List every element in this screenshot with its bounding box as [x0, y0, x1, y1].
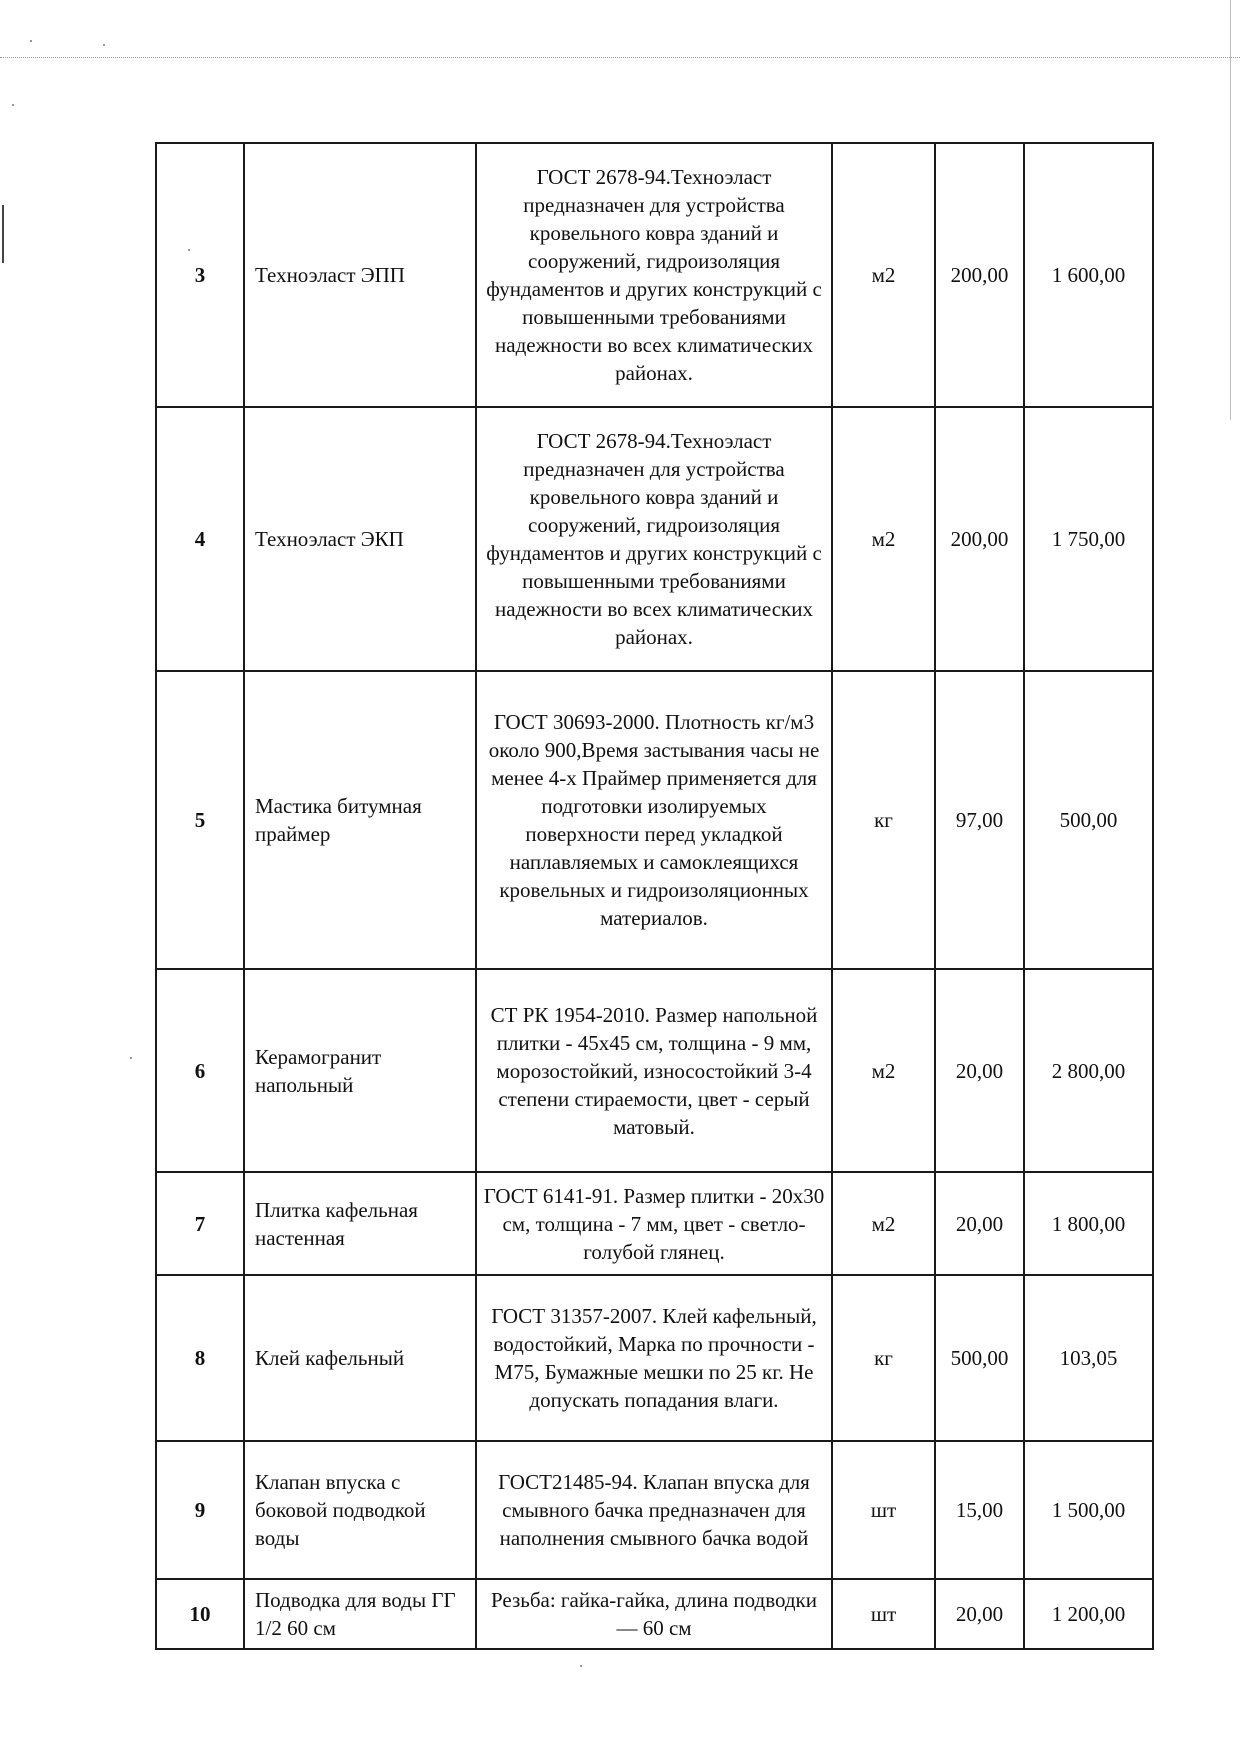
item-description: ГОСТ 6141-91. Размер плитки - 20х30 см, толщина - 7 мм, цвет - светло-голубой глянец.: [476, 1172, 832, 1275]
item-quantity: 97,00: [935, 671, 1024, 969]
item-description: Резьба: гайка-гайка, длина подводки — 60 см: [476, 1579, 832, 1649]
item-unit: шт: [832, 1441, 935, 1579]
row-number: 4: [156, 407, 244, 671]
item-price: 1 500,00: [1024, 1441, 1153, 1579]
item-price: 103,05: [1024, 1275, 1153, 1441]
scan-artifact-dot: [580, 1665, 582, 1667]
item-name: Подводка для воды ГГ 1/2 60 см: [244, 1579, 476, 1649]
table-row: [156, 1579, 1153, 1649]
item-quantity: 500,00: [935, 1275, 1024, 1441]
table-row: [156, 1172, 1153, 1275]
item-quantity: 20,00: [935, 1172, 1024, 1275]
scan-artifact-right-line: [1230, 0, 1231, 420]
row-number: 9: [156, 1441, 244, 1579]
item-unit: м2: [832, 143, 935, 407]
scan-artifact-dot: [12, 104, 14, 106]
item-description: ГОСТ21485-94. Клапан впуска для смывного бачка предназначен для наполнения смывного бачка водой: [476, 1441, 832, 1579]
scan-artifact-dot: [30, 40, 32, 42]
item-name: Плитка кафельная настенная: [244, 1172, 476, 1275]
item-name: Техноэласт ЭКП: [244, 407, 476, 671]
item-quantity: 15,00: [935, 1441, 1024, 1579]
row-number: 3: [156, 143, 244, 407]
item-name: Техноэласт ЭПП: [244, 143, 476, 407]
item-name: Керамогранит напольный: [244, 969, 476, 1172]
scan-artifact-dot: [103, 44, 105, 46]
table-row: [156, 407, 1153, 671]
item-price: 500,00: [1024, 671, 1153, 969]
item-description: ГОСТ 2678-94.Техноэласт предназначен для устройства кровельного ковра зданий и сооружений, гидроизоляция фундаментов и других конструкций с повышенными требованиями надежности во всех климатических районах.: [476, 407, 832, 671]
item-quantity: 20,00: [935, 1579, 1024, 1649]
scan-artifact-dot: [130, 1057, 132, 1059]
item-quantity: 200,00: [935, 143, 1024, 407]
item-price: 1 600,00: [1024, 143, 1153, 407]
item-price: 1 200,00: [1024, 1579, 1153, 1649]
item-unit: м2: [832, 969, 935, 1172]
table-row: [156, 1441, 1153, 1579]
item-price: 2 800,00: [1024, 969, 1153, 1172]
item-name: Клей кафельный: [244, 1275, 476, 1441]
item-name: Мастика битумная праймер: [244, 671, 476, 969]
item-unit: м2: [832, 1172, 935, 1275]
item-name: Клапан впуска с боковой подводкой воды: [244, 1441, 476, 1579]
row-number: 6: [156, 969, 244, 1172]
specification-table: [155, 142, 1154, 1650]
item-price: 1 750,00: [1024, 407, 1153, 671]
table-row: [156, 969, 1153, 1172]
row-number: 5: [156, 671, 244, 969]
item-unit: кг: [832, 671, 935, 969]
item-description: СТ РК 1954-2010. Размер напольной плитки - 45х45 см, толщина - 9 мм, морозостойкий, износостойкий 3-4 степени стираемости, цвет - серый матовый.: [476, 969, 832, 1172]
table-row: [156, 143, 1153, 407]
item-unit: шт: [832, 1579, 935, 1649]
row-number: 10: [156, 1579, 244, 1649]
item-quantity: 20,00: [935, 969, 1024, 1172]
table-row: [156, 671, 1153, 969]
item-description: ГОСТ 2678-94.Техноэласт предназначен для устройства кровельного ковра зданий и сооружений, гидроизоляция фундаментов и других конструкций с повышенными требованиями надежности во всех климатических районах.: [476, 143, 832, 407]
row-number: 7: [156, 1172, 244, 1275]
scan-artifact-top-line: [0, 57, 1240, 58]
item-unit: м2: [832, 407, 935, 671]
row-number: 8: [156, 1275, 244, 1441]
item-quantity: 200,00: [935, 407, 1024, 671]
table-row: [156, 1275, 1153, 1441]
scan-artifact-left-mark: [2, 205, 4, 263]
item-unit: кг: [832, 1275, 935, 1441]
item-price: 1 800,00: [1024, 1172, 1153, 1275]
item-description: ГОСТ 30693-2000. Плотность кг/м3 около 900,Время застывания часы не менее 4-х Праймер применяется для подготовки изолируемых поверхности перед укладкой наплавляемых и самоклеящихся кровельных и гидроизоляционных материалов.: [476, 671, 832, 969]
item-description: ГОСТ 31357-2007. Клей кафельный, водостойкий, Марка по прочности - М75, Бумажные мешки по 25 кг. Не допускать попадания влаги.: [476, 1275, 832, 1441]
